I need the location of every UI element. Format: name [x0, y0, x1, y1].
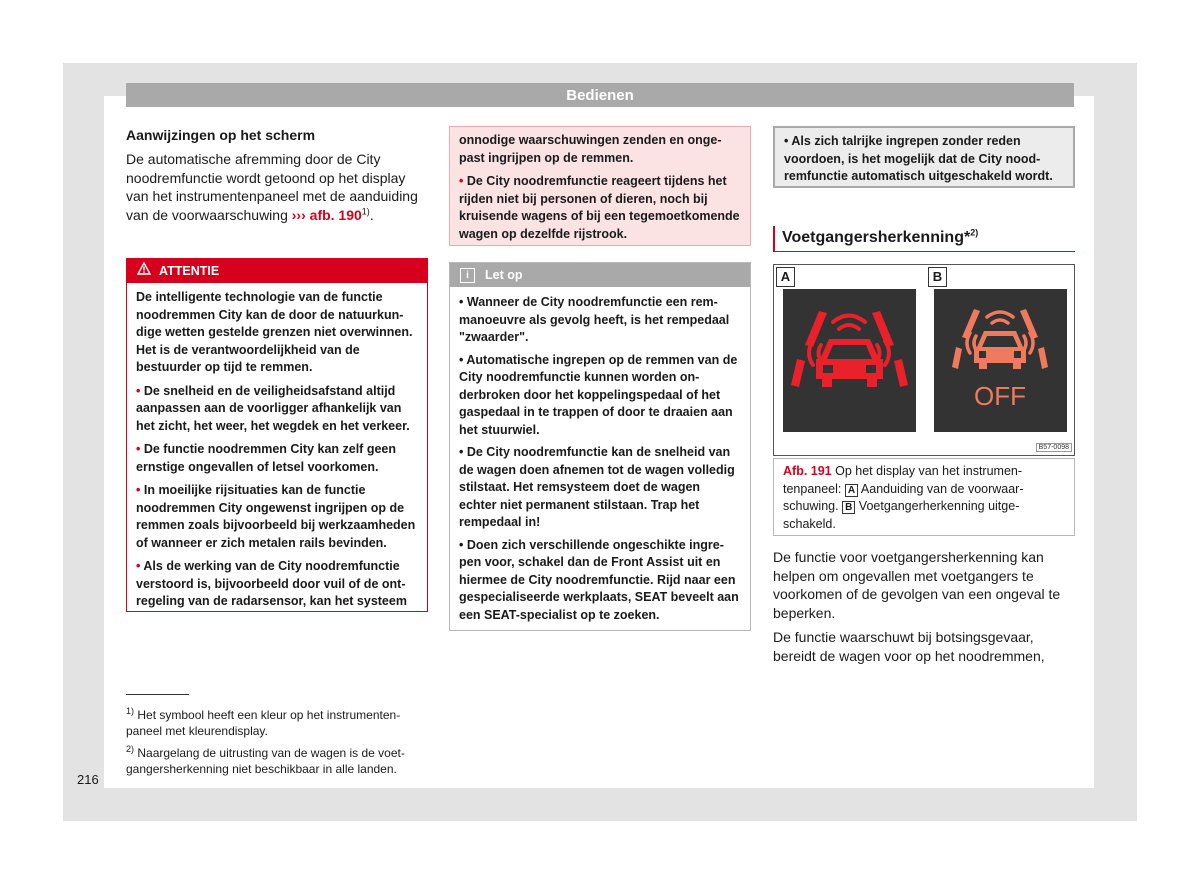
figure-reference-link[interactable]: afb. 190: [309, 206, 362, 223]
intro-paragraph: De automatische afremming door de City noodremfunctie wordt getoond op het display van het instrumentenpaneel met de aanduiding van de voorwaarschuwing ››› afb. 190$^{1)}$.: [126, 151, 418, 223]
let-op-body: [450, 287, 750, 624]
attentie-body: [127, 283, 427, 611]
figure-191: [773, 264, 1075, 456]
section-title-voetgangersherkenning: Voetgangersherkenning*$^{2)}$: [773, 226, 1075, 252]
display-panel-a: [783, 289, 916, 432]
section-heading: Aanwijzingen op het scherm: [126, 127, 316, 143]
let-op-continuation-box: [773, 126, 1075, 188]
attentie-header: [127, 259, 427, 283]
display-panel-b: [934, 289, 1067, 432]
body-paragraph: De functie waarschuwt bij botsingsgevaar, bereidt de wagen voor op het noodremmen,: [773, 629, 1045, 664]
figure-code: B57-0098: [1036, 443, 1072, 452]
panel-label-a: A: [776, 267, 795, 287]
pedestrian-warning-icon: [783, 289, 916, 432]
footnote-2: $^{2)}$ Naargelang de uitrusting van de wagen is de voetgangersherkenning niet beschikbaar in alle landen.: [126, 744, 405, 776]
attentie-continuation-box: [449, 126, 751, 246]
let-op-header: [450, 263, 750, 287]
body-paragraph: De functie voor voetgangersherkenning kan helpen om ongevallen met voetgangers te voorkomen of de gevolgen van een ongeval te beperken.: [773, 549, 1061, 621]
attentie-bullet: • In moeilijke rijsituaties kan de functie noodremmen City ongewenst ingrijpen op de remmen zoals bijvoorbeeld bij werkzaamheden of wanneer er zich metalen rails bevinden.: [136, 483, 416, 550]
let-op-bullet: • De City noodremfunctie kan de snelheid van de wagen doen afnemen tot de wagen volledig stilstaat. Het remsysteem doet de wagen echter niet permanent stilstaan. Trap het rempedaal in!: [459, 445, 735, 529]
footnotes: [126, 707, 428, 783]
attentie-bullet: • De City noodremfunctie reageert tijdens het rijden niet bij personen of dieren, noch bij kruisende wagens of bij een tegemoetkomende wagen op dezelfde rijstrook.: [459, 174, 740, 241]
footnote-ref-2[interactable]: 2): [970, 227, 979, 238]
page-number: 216: [77, 772, 99, 787]
column-1: [126, 126, 428, 608]
let-op-bullet: • Doen zich verschillende ongeschikte ingrepen voor, schakel dan de Front Assist uit en hiermee de City noodremfunctie. Rijd naar een gespecialiseerde werkplaats, SEAT beveelt aan een SEAT-specialist op te zoeken.: [459, 537, 739, 622]
attentie-intro: De intelligente technologie van de functie noodremmen City kan de door de natuurkundige wetten gestelde grenzen niet overwinnen. Het is de verantwoordelijkheid van de bestuurder op tijd te remmen.: [136, 290, 413, 374]
figure-reference-arrow: ›››: [291, 206, 306, 223]
let-op-bullet: • Wanneer de City noodremfunctie een remmanoeuvre als gevolg heeft, is het rempedaal "zwaarder".: [459, 295, 730, 344]
warning-triangle-icon: [137, 259, 151, 284]
panel-label-b: B: [928, 267, 947, 287]
figure-caption: Afb. 191 Op het display van het instrumentenpaneel: A Aanduiding van de voorwaarschuwing. B Voetgangerherkenning uitgeschakeld.: [773, 458, 1075, 536]
let-op-bullet: • Automatische ingrepen op de remmen van de City noodremfunctie kunnen worden onderbroken door het koppelingspedaal of het gaspedaal in te trappen of door te draaien aan het stuurwiel.: [459, 352, 738, 437]
attentie-label: ATTENTIE: [159, 263, 220, 278]
footnote-divider: [126, 694, 189, 695]
attentie-bullet: • De snelheid en de veiligheidsafstand altijd aanpassen aan de voorligger afhankelijk van het zicht, het weer, het wegdek en het verkeer.: [136, 383, 410, 433]
pedestrian-off-icon: [934, 289, 1067, 432]
info-icon: i: [460, 268, 475, 283]
let-op-bullet: • Als zich talrijke ingrepen zonder reden voordoen, is het mogelijk dat de City noodremfunctie automatisch uitgeschakeld wordt.: [784, 134, 1053, 183]
attentie-continuation-text: onnodige waarschuwingen zenden en ongepast ingrijpen op de remmen.: [459, 133, 722, 165]
figure-caption-label: Afb. 191: [783, 464, 832, 478]
caption-key-b: B: [842, 501, 855, 514]
let-op-box: [449, 262, 751, 631]
off-label: OFF: [974, 381, 1026, 411]
footnote-ref-1[interactable]: 1): [361, 205, 370, 216]
attentie-bullet: • Als de werking van de City noodremfunctie verstoord is, bijvoorbeeld door vuil of de ontregeling van de radarsensor, kan het systeem: [136, 559, 407, 608]
chapter-header: Bedienen: [126, 83, 1074, 107]
voetganger-text: [773, 548, 1075, 665]
attentie-box: [126, 258, 428, 612]
footnote-1: $^{1)}$ Het symbool heeft een kleur op het instrumentenpaneel met kleurendisplay.: [126, 706, 401, 738]
let-op-label: Let op: [485, 268, 523, 282]
attentie-bullet: • De functie noodremmen City kan zelf geen ernstige ongevallen of letsel voorkomen.: [136, 442, 396, 474]
caption-key-a: A: [845, 484, 858, 497]
